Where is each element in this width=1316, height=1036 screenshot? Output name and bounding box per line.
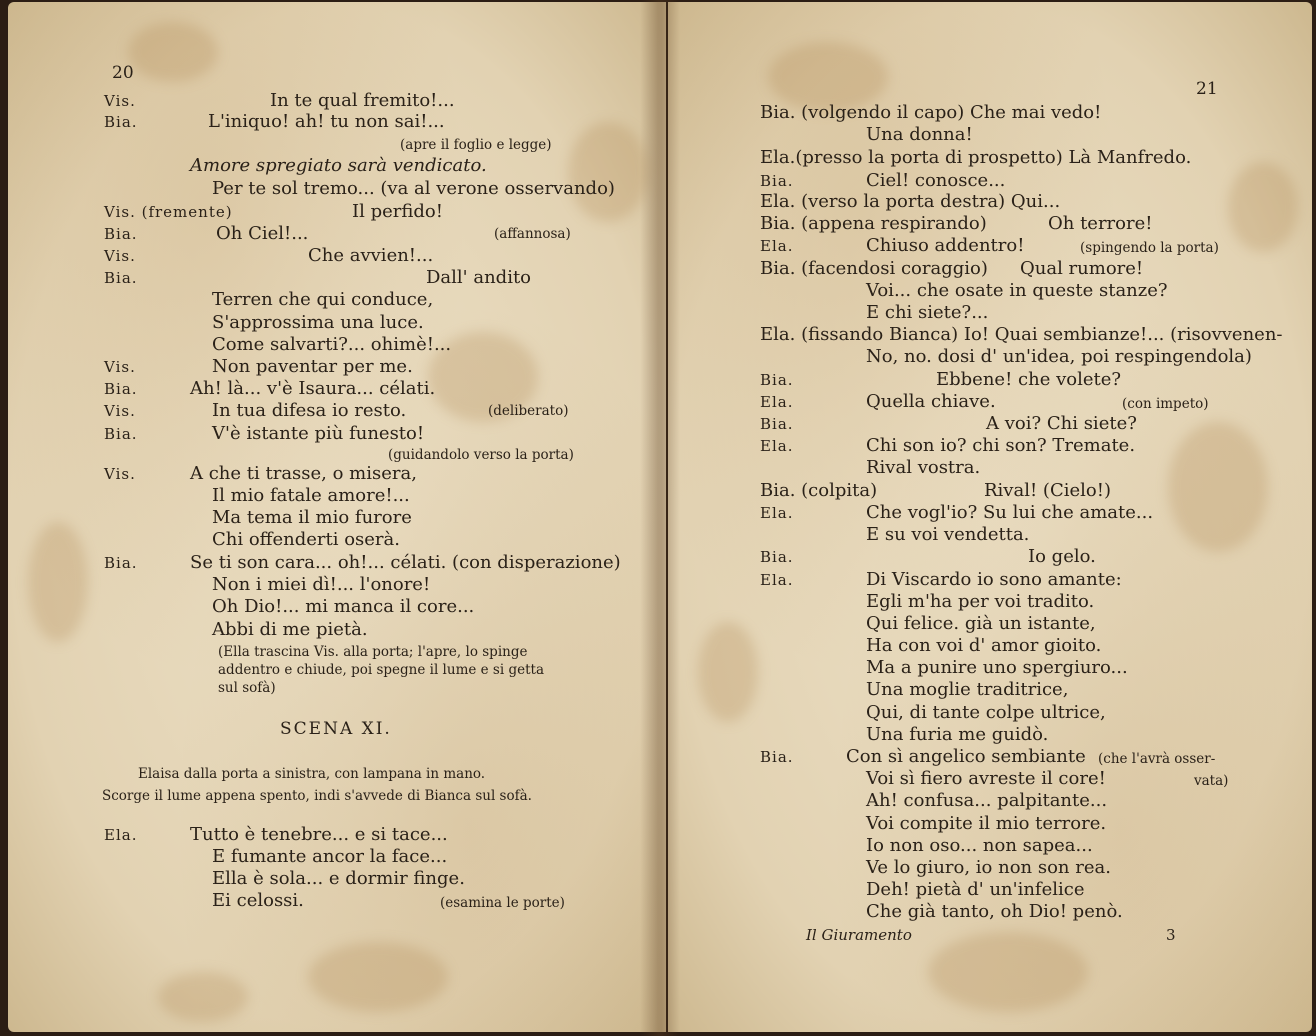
text-line: Con sì angelico sembiante <box>846 746 1086 767</box>
text-line: Ela. <box>760 571 794 589</box>
text-line: Ah! confusa... palpitante... <box>866 790 1108 811</box>
text-line: Una donna! <box>866 124 973 145</box>
text-line: Voi sì fiero avreste il core! <box>866 768 1106 789</box>
right-page <box>668 2 1312 1032</box>
text-line: (affannosa) <box>494 226 571 242</box>
text-line: Ela.(presso la porta di prospetto) Là Manfredo. <box>760 147 1192 168</box>
text-line: Bia. <box>760 548 794 566</box>
text-line: Vis. (fremente) <box>104 203 233 221</box>
text-line: Bia. (appena respirando) <box>760 213 987 234</box>
text-line: V'è istante più funesto! <box>212 423 425 444</box>
text-line: Rival vostra. <box>866 457 981 478</box>
text-line: Chiuso addentro! <box>866 235 1025 256</box>
text-line: Ela. (verso la porta destra) Qui... <box>760 191 1061 212</box>
text-line: Qui, di tante colpe ultrice, <box>866 702 1106 723</box>
text-line: L'iniquo! ah! tu non sai!... <box>208 111 445 132</box>
text-line: (che l'avrà osser- <box>1098 751 1216 767</box>
text-line: Non i miei dì!... l'onore! <box>212 574 431 595</box>
text-line: Ciel! conosce... <box>866 170 1006 191</box>
text-line: Terren che qui conduce, <box>212 289 434 310</box>
text-line: Bia. (facendosi coraggio) <box>760 258 988 279</box>
text-line: Bia. <box>104 225 138 243</box>
text-line: In tua difesa io resto. <box>212 400 407 421</box>
text-line: Io gelo. <box>1028 546 1096 567</box>
text-line: Che già tanto, oh Dio! penò. <box>866 901 1123 922</box>
text-line: (apre il foglio e legge) <box>400 137 552 153</box>
text-line: Bia. (volgendo il capo) Che mai vedo! <box>760 102 1102 123</box>
text-line: Chi son io? chi son? Tremate. <box>866 435 1136 456</box>
text-line: Dall' andito <box>426 267 532 288</box>
text-line: Il mio fatale amore!... <box>212 485 410 506</box>
text-line: (guidandolo verso la porta) <box>388 447 574 463</box>
text-line: Vis. <box>104 358 136 376</box>
text-line: (Ella trascina Vis. alla porta; l'apre, lo spinge <box>218 644 528 660</box>
text-line: Deh! pietà d' un'infelice <box>866 879 1085 900</box>
text-line: E su voi vendetta. <box>866 524 1030 545</box>
text-line: Il perfido! <box>352 201 443 222</box>
text-line: Ebbene! che volete? <box>936 369 1122 390</box>
text-line: Bia. <box>760 172 794 190</box>
text-line: Bia. <box>104 269 138 287</box>
text-line: E fumante ancor la face... <box>212 846 448 867</box>
text-line: Ela. <box>760 437 794 455</box>
text-line: Che vogl'io? Su lui che amate... <box>866 502 1154 523</box>
text-line: Io non oso... non sapea... <box>866 835 1093 856</box>
text-line: Bia. <box>760 748 794 766</box>
text-line: Vis. <box>104 92 136 110</box>
text-line: Rival! (Cielo!) <box>984 480 1111 501</box>
text-line: Qual rumore! <box>1020 258 1144 279</box>
text-line: vata) <box>1194 773 1229 789</box>
footer-title: Il Giuramento <box>806 926 912 944</box>
text-line: Bia. <box>104 554 138 572</box>
text-line: Elaisa dalla porta a sinistra, con lampana in mano. <box>138 766 486 782</box>
text-line: Oh Ciel!... <box>216 223 309 244</box>
text-line: Oh terrore! <box>1048 213 1153 234</box>
text-line: Di Viscardo io sono amante: <box>866 569 1122 590</box>
text-line: S'approssima una luce. <box>212 312 424 333</box>
text-line: Ela. (fissando Bianca) Io! Quai sembianze!... (risovvenen- <box>760 324 1283 345</box>
text-line: Ma a punire uno spergiuro... <box>866 657 1128 678</box>
text-line: Come salvarti?... ohimè!... <box>212 334 452 355</box>
text-line: Qui felice. già un istante, <box>866 613 1096 634</box>
text-line: Amore spregiato sarà vendicato. <box>190 155 487 176</box>
text-line: No, no. dosi d' un'idea, poi respingendola) <box>866 346 1252 367</box>
text-line: Una furia me guidò. <box>866 724 1049 745</box>
text-line: Per te sol tremo... (va al verone osservando) <box>212 178 615 199</box>
text-line: Ve lo giuro, io non son rea. <box>866 857 1111 878</box>
text-line: Che avvien!... <box>308 245 434 266</box>
text-line: E chi siete?... <box>866 302 989 323</box>
text-line: A voi? Chi siete? <box>986 413 1137 434</box>
page-number: 21 <box>1196 79 1218 99</box>
text-line: Abbi di me pietà. <box>212 619 368 640</box>
text-line: In te qual fremito!... <box>270 90 455 111</box>
text-line: Tutto è tenebre... e si tace... <box>190 824 448 845</box>
text-line: SCENA XI. <box>280 719 392 739</box>
left-page <box>8 2 666 1032</box>
text-line: Ela. <box>760 504 794 522</box>
text-line: sul sofà) <box>218 680 276 696</box>
text-line: Bia. <box>760 415 794 433</box>
text-line: Ela. <box>760 237 794 255</box>
text-line: (deliberato) <box>488 403 569 419</box>
text-line: Bia. <box>104 425 138 443</box>
text-line: Se ti son cara... oh!... célati. (con disperazione) <box>190 552 621 573</box>
text-line: Bia. <box>760 371 794 389</box>
text-line: Una moglie traditrice, <box>866 679 1069 700</box>
text-line: Voi... che osate in queste stanze? <box>866 280 1168 301</box>
text-line: Ha con voi d' amor gioito. <box>866 635 1102 656</box>
text-line: Bia. (colpita) <box>760 480 878 501</box>
text-line: Bia. <box>104 113 138 131</box>
signature-mark: 3 <box>1166 926 1176 944</box>
text-line: (con impeto) <box>1122 396 1209 412</box>
text-line: (esamina le porte) <box>440 895 565 911</box>
text-line: Voi compite il mio terrore. <box>866 813 1107 834</box>
text-line: Vis. <box>104 402 136 420</box>
page-number: 20 <box>112 63 134 83</box>
text-line: addentro e chiude, poi spegne il lume e si getta <box>218 662 544 678</box>
text-line: Ela. <box>760 393 794 411</box>
text-line: Quella chiave. <box>866 391 996 412</box>
text-line: Ela. <box>104 826 138 844</box>
text-line: A che ti trasse, o misera, <box>190 463 417 484</box>
text-line: Ei celossi. <box>212 890 304 911</box>
text-line: (spingendo la porta) <box>1080 240 1219 256</box>
text-line: Chi offenderti oserà. <box>212 529 400 550</box>
text-line: Vis. <box>104 247 136 265</box>
text-line: Ella è sola... e dormir finge. <box>212 868 465 889</box>
text-line: Vis. <box>104 465 136 483</box>
text-line: Scorge il lume appena spento, indi s'avvede di Bianca sul sofà. <box>102 788 532 804</box>
text-line: Oh Dio!... mi manca il core... <box>212 596 475 617</box>
text-line: Ma tema il mio furore <box>212 507 412 528</box>
text-line: Ah! là... v'è Isaura... célati. <box>190 378 436 399</box>
text-line: Non paventar per me. <box>212 356 413 377</box>
book-gutter <box>640 0 680 1036</box>
text-line: Egli m'ha per voi tradito. <box>866 591 1095 612</box>
text-line: Bia. <box>104 380 138 398</box>
